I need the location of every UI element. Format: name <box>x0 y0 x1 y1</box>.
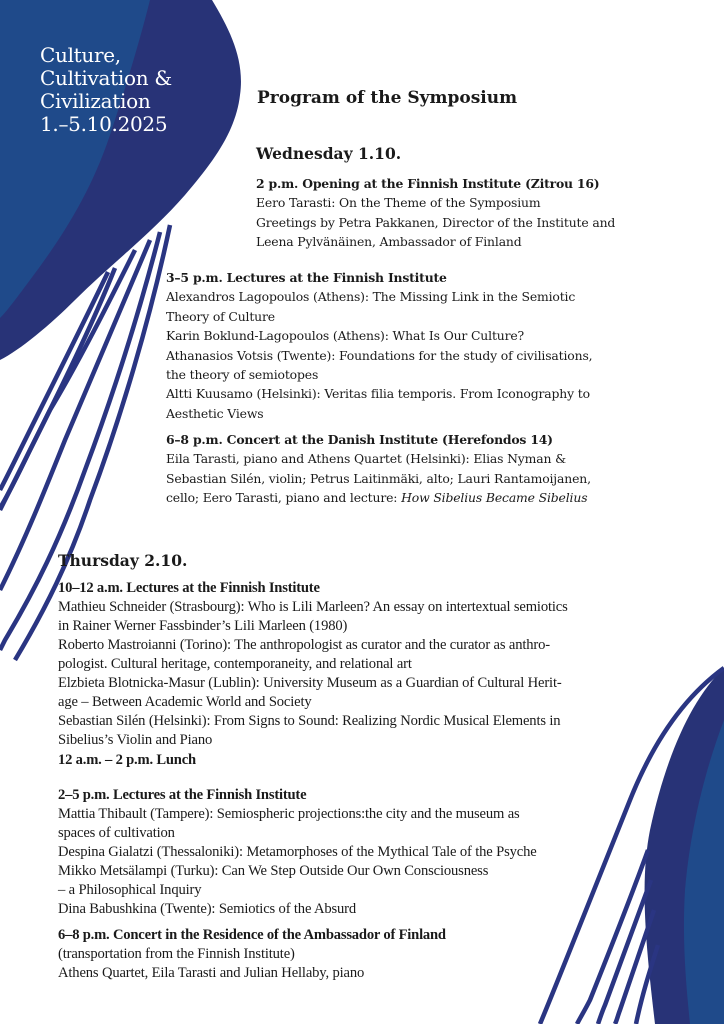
session-opening <box>256 174 615 252</box>
day-heading-wednesday: Wednesday 1.10. <box>256 144 402 163</box>
session-heading: 10–12 a.m. Lectures at the Finnish Institute <box>58 580 320 596</box>
session-line: Alexandros Lagopoulos (Athens): The Missing Link in the Semiotic <box>166 289 576 305</box>
session-heading: 2–5 p.m. Lectures at the Finnish Institute <box>58 787 307 803</box>
session-line: – a Philosophical Inquiry <box>58 882 202 898</box>
day-heading-thursday: Thursday 2.10. <box>58 551 188 570</box>
session-heading: 3–5 p.m. Lectures at the Finnish Institute <box>166 270 447 285</box>
session-line: pologist. Cultural heritage, contemporaneity, and relational art <box>58 656 412 672</box>
session-lectures-thu-afternoon <box>58 786 537 919</box>
session-heading: 2 p.m. Opening at the Finnish Institute (Zitrou 16) <box>256 176 600 191</box>
session-lunch <box>58 751 196 770</box>
session-line <box>166 488 591 507</box>
lecture-title-italic: How Sibelius Became Sibelius <box>401 490 588 506</box>
session-line: Sibelius’s Violin and Piano <box>58 732 213 748</box>
session-line: Eero Tarasti: On the Theme of the Symposium <box>256 195 541 211</box>
session-line: Leena Pylvänäinen, Ambassador of Finland <box>256 234 522 250</box>
session-line: Greetings by Petra Pakkanen, Director of the Institute and <box>256 214 616 230</box>
session-line: Altti Kuusamo (Helsinki): Veritas filia temporis. From Iconography to <box>166 386 590 402</box>
session-heading: 6–8 p.m. Concert in the Residence of the Ambassador of Finland <box>58 927 446 943</box>
thursday-header-block <box>58 551 187 570</box>
session-line: in Rainer Werner Fassbinder’s Lili Marleen (1980) <box>58 618 348 634</box>
session-line: Theory of Culture <box>166 308 275 324</box>
session-line: Mathieu Schneider (Strasbourg): Who is Lili Marleen? An essay on intertextual semiotics <box>58 599 568 615</box>
session-heading: 6–8 p.m. Concert at the Danish Institute (Herefondos 14) <box>166 432 553 447</box>
session-line: spaces of cultivation <box>58 825 175 841</box>
session-line: Despina Gialatzi (Thessaloniki): Metamorphoses of the Mythical Tale of the Psyche <box>58 844 537 860</box>
wednesday-header-block <box>256 144 401 163</box>
brand-line: Culture, <box>40 43 121 67</box>
session-line: the theory of semiotopes <box>166 367 319 383</box>
session-line: age – Between Academic World and Society <box>58 694 312 710</box>
session-line: Sebastian Silén, violin; Petrus Laitinmäki, alto; Lauri Rantamoijanen, <box>166 470 591 486</box>
page-title: Program of the Symposium <box>257 88 518 108</box>
brand-dates: 1.–5.10.2025 <box>40 112 168 136</box>
session-line: (transportation from the Finnish Institute) <box>58 946 295 962</box>
session-line: Eila Tarasti, piano and Athens Quartet (Helsinki): Elias Nyman & <box>166 451 566 467</box>
session-lectures-thu-morning <box>58 579 568 750</box>
session-concert-thu <box>58 926 446 983</box>
brand-line: Civilization <box>40 89 151 113</box>
session-heading: 12 a.m. – 2 p.m. Lunch <box>58 752 196 768</box>
session-concert-wed <box>166 430 591 508</box>
session-line: Aesthetic Views <box>166 405 264 421</box>
event-brand-title <box>40 44 172 136</box>
session-line: Dina Babushkina (Twente): Semiotics of the Absurd <box>58 901 357 917</box>
session-line: Elzbieta Blotnicka-Masur (Lublin): University Museum as a Guardian of Cultural Herit- <box>58 675 562 691</box>
session-line: Athanasios Votsis (Twente): Foundations for the study of civilisations, <box>166 347 593 363</box>
session-line: Mattia Thibault (Tampere): Semiospheric projections:the city and the museum as <box>58 806 520 822</box>
session-line: Mikko Metsälampi (Turku): Can We Step Outside Our Own Consciousness <box>58 863 489 879</box>
session-line: Athens Quartet, Eila Tarasti and Julian Hellaby, piano <box>58 965 365 981</box>
brand-line: Cultivation & <box>40 66 172 90</box>
session-line-plain: cello; Eero Tarasti, piano and lecture: <box>166 490 402 506</box>
session-line: Roberto Mastroianni (Torino): The anthropologist as curator and the curator as anthro- <box>58 637 550 653</box>
session-line: Sebastian Silén (Helsinki): From Signs to Sound: Realizing Nordic Musical Elements in <box>58 713 561 729</box>
session-lectures-wed <box>166 268 592 423</box>
session-line: Karin Boklund-Lagopoulos (Athens): What Is Our Culture? <box>166 328 525 344</box>
